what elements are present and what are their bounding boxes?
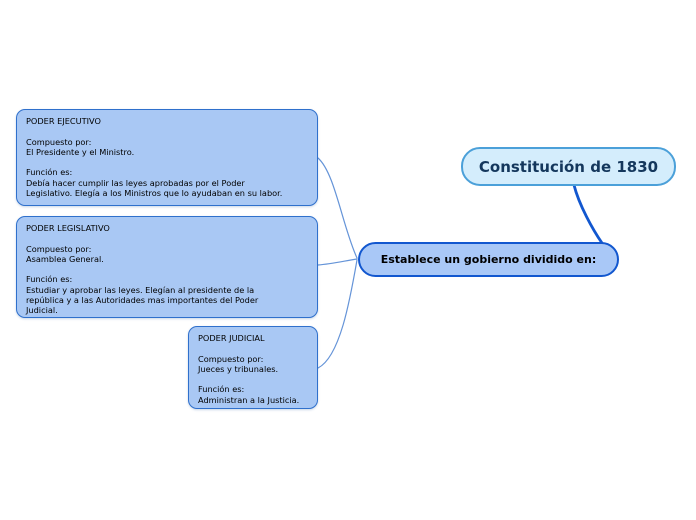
branch-line: Legislativo. Elegía a los Ministros que lo ayudaban en su labor. [26, 188, 283, 199]
branch-line: Administran a la Justicia. [198, 394, 300, 405]
branch-line: Función es: [26, 167, 73, 178]
branch-title: PODER EJECUTIVO [26, 116, 101, 126]
branch-node-poder-ejecutivo[interactable] [16, 109, 318, 206]
branch-line [198, 374, 308, 384]
branch-line [26, 264, 308, 274]
branch-line [26, 126, 308, 136]
branch-line: El Presidente y el Ministro. [26, 146, 135, 157]
central-node-label: Establece un gobierno dividido en: [380, 253, 597, 266]
branch-node-poder-judicial[interactable] [188, 326, 318, 409]
branch-line: Compuesto por: [26, 136, 92, 147]
link-central-to-ejecutivo [318, 158, 357, 258]
branch-line [26, 157, 308, 167]
branch-line: Función es: [198, 384, 245, 395]
branch-title: PODER JUDICIAL [198, 333, 265, 343]
root-node-constitucion-1830[interactable] [461, 147, 676, 186]
branch-line: república y a las Autoridades mas importantes del Poder [26, 295, 259, 306]
branch-line: Asamblea General. [26, 253, 104, 264]
branch-line: Compuesto por: [26, 243, 92, 254]
branch-line: Compuesto por: [198, 353, 264, 364]
central-node[interactable] [358, 242, 619, 277]
branch-title: PODER LEGISLATIVO [26, 223, 110, 233]
branch-line [198, 343, 308, 353]
link-root-to-central [574, 185, 602, 243]
branch-line: Jueces y tribunales. [198, 363, 279, 374]
branch-line [26, 233, 308, 243]
branch-line: Judicial. [26, 305, 58, 316]
branch-node-poder-legislativo[interactable] [16, 216, 318, 318]
link-central-to-legislativo [318, 259, 357, 265]
branch-line: Estudiar y aprobar las leyes. Elegían al presidente de la [26, 284, 255, 295]
link-central-to-judicial [318, 260, 357, 368]
root-node-label: Constitución de 1830 [478, 157, 659, 176]
branch-line: Función es: [26, 274, 73, 285]
branch-line: Debía hacer cumplir las leyes aprobadas por el Poder [26, 177, 245, 188]
